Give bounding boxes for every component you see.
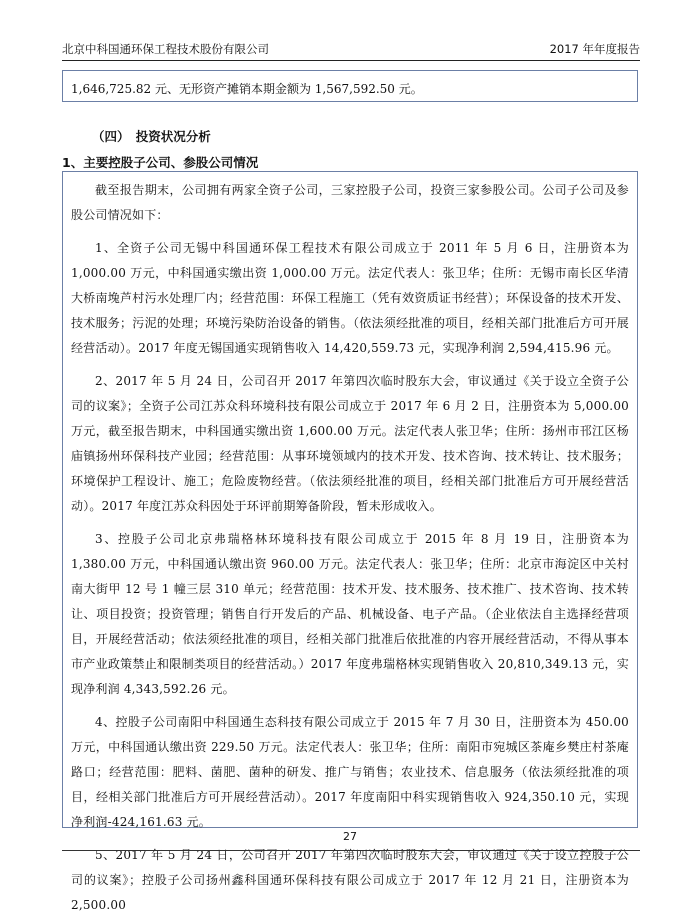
continuation-text: 1,646,725.82 元、无形资产摊销本期金额为 1,567,592.50 元。	[71, 82, 423, 96]
paragraph-subsidiary-4: 4、控股子公司南阳中科国通生态科技有限公司成立于 2015 年 7 月 30 日，注册资本为 450.00 万元，中科国通认缴出资 229.50 万元。法定代表人：张卫华；住所：南阳市宛城区茶庵乡樊庄村茶庵路口；经营范围：肥料、菌肥、菌种的研发、推广与销售；农业技术、信息服务（依法须经批准的项目，经相关部门批准后方可开展经营活动）。2017 年度南阳中科实现销售收入 924,350.10 元，实现净利润-424,161.63 元。	[71, 715, 629, 829]
paragraph-subsidiary-2: 2、2017 年 5 月 24 日，公司召开 2017 年第四次临时股东大会，审议通过《关于设立全资子公司的议案》；全资子公司江苏众科环境科技有限公司成立于 2017 年 6 月 2 日，注册资本为 5,000.00 万元，截至报告期末，中科国通实缴出资 1,600.00 万元。法定代表人张卫华；住所：扬州市邗江区杨庙镇扬州环保科技产业园；经营范围：从事环境领域内的技术开发、技术咨询、技术转让、技术服务；环境保护工程设计、施工；危险废物经营。（依法须经批准的项目，经相关部门批准后方可开展经营活动）。2017 年度江苏众科因处于环评前期筹备阶段，暂未形成收入。	[71, 374, 629, 513]
paragraph-subsidiary-3: 3、控股子公司北京弗瑞格林环境科技有限公司成立于 2015 年 8 月 19 日，注册资本为 1,380.00 万元，中科国通认缴出资 960.00 万元。法定代表人：张卫华；住所：北京市海淀区中关村南大街甲 12 号 1 幢三层 310 单元；经营范围：技术开发、技术服务、技术推广、技术咨询、技术转让、项目投资；投资管理；销售自行开发后的产品、机械设备、电子产品。（企业依法自主选择经营项目，开展经营活动；依法须经批准的项目，经相关部门批准后依批准的内容开展经营活动，不得从事本市产业政策禁止和限制类项目的经营活动。）2017 年度弗瑞格林实现销售收入 20,810,349.13 元，实现净利润 4,343,592.26 元。	[71, 532, 629, 696]
company-name: 北京中科国通环保工程技术股份有限公司	[62, 42, 269, 56]
paragraph-subsidiary-1: 1、全资子公司无锡中科国通环保工程技术有限公司成立于 2011 年 5 月 6 日，注册资本为 1,000.00 万元，中科国通实缴出资 1,000.00 万元。法定代表人：张卫华；住所：无锡市南长区华清大桥南堍芦村污水处理厂内；经营范围：环保工程施工（凭有效资质证书经营）；环保设备的技术开发、技术服务；污泥的处理；环境污染防治设备的销售。（依法须经批准的项目，经相关部门批准后方可开展经营活动）。2017 年度无锡国通实现销售收入 14,420,559.73 元，实现净利润 2,594,415.96 元。	[71, 241, 629, 355]
continuation-box	[62, 70, 638, 102]
page-number: 27	[343, 830, 357, 843]
footer-rule	[62, 850, 640, 851]
subsection-title: 1、主要控股子公司、参股公司情况	[62, 155, 259, 170]
paragraph-subsidiary-5: 5、2017 年 5 月 24 日，公司召开 2017 年第四次临时股东大会，审议通过《关于设立控股子公司的议案》；控股子公司扬州鑫科国通环保科技有限公司成立于 2017 年 12 月 21 日，注册资本为 2,500.00	[71, 848, 629, 912]
paragraph-intro: 截至报告期末，公司拥有两家全资子公司，三家控股子公司，投资三家参股公司。公司子公司及参股公司情况如下：	[71, 183, 629, 222]
section-title: （四） 投资状况分析	[92, 129, 211, 144]
report-title: 2017 年年度报告	[549, 42, 640, 56]
page-header	[62, 38, 640, 61]
